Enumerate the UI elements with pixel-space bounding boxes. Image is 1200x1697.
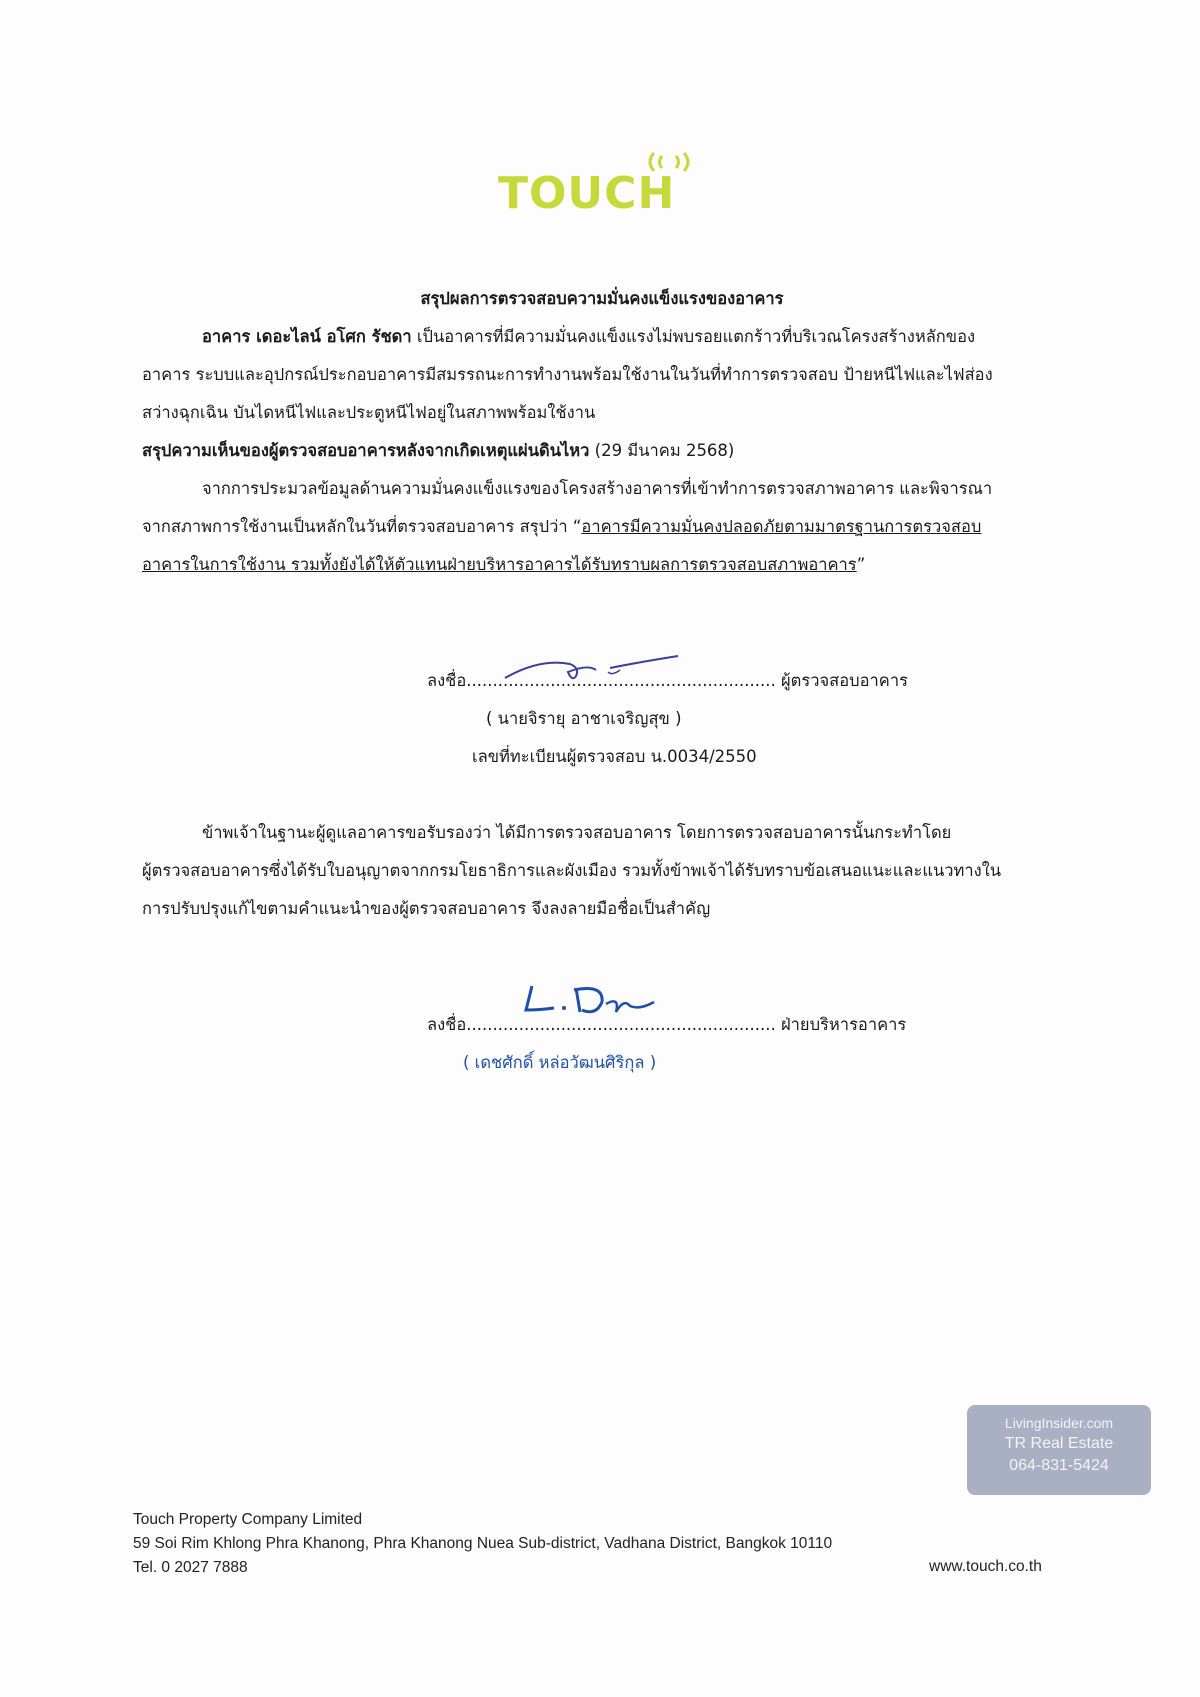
watermark-line-2: 064-831-5424 [1009, 1457, 1109, 1474]
opinion-paragraph-line-1: จากการประมวลข้อมูลด้านความมั่นคงแข็งแรงของโครงสร้างอาคารที่เข้าทำการตรวจสภาพอาคาร และพิจารณา [202, 479, 993, 498]
manager-signature-line: ลงชื่อ........................................................... ฝ่ายบริหารอาคาร [427, 1015, 907, 1034]
manager-name: ( เดชศักดิ์ หล่อวัฒนศิริกุล ) [463, 1053, 657, 1072]
footer-tel: Tel. 0 2027 7888 [133, 1559, 248, 1576]
signal-waves-icon [624, 150, 714, 174]
footer-website[interactable]: www.touch.co.th [929, 1558, 1042, 1575]
watermark-line-1: TR Real Estate [1004, 1435, 1114, 1452]
summary-paragraph-line-1: อาคาร เดอะไลน์ อโศก รัชดา เป็นอาคารที่มีความมั่นคงแข็งแรงไม่พบรอยแตกร้าวที่บริเวณโครงสร้างหลักของ [202, 327, 976, 346]
certification-line-3: การปรับปรุงแก้ไขตามคำแนะนำของผู้ตรวจสอบอาคาร จึงลงลายมือชื่อเป็นสำคัญ [142, 899, 711, 918]
opinion-paragraph-line-3: อาคารในการใช้งาน รวมทั้งยังได้ให้ตัวแทนฝ่ายบริหารอาคารได้รับทราบผลการตรวจสอบสภาพอาคาร” [142, 555, 866, 574]
inspector-role: ผู้ตรวจสอบอาคาร [780, 671, 908, 690]
touch-logo [498, 150, 718, 220]
summary-paragraph-line-2: อาคาร ระบบและอุปกรณ์ประกอบอาคารมีสมรรถนะการทำงานพร้อมใช้งานในวันที่ทำการตรวจสอบ ป้ายหนีไฟและไฟส่อง [142, 365, 993, 384]
building-name: อาคาร เดอะไลน์ อโศก รัชดา [202, 327, 412, 346]
inspector-signature-image [500, 650, 690, 686]
watermark-badge [967, 1405, 1151, 1495]
inspector-opinion-heading: สรุปความเห็นของผู้ตรวจสอบอาคารหลังจากเกิดเหตุแผ่นดินไหว (29 มีนาคม 2568) [142, 441, 735, 460]
logo-text: TOUCH [498, 168, 676, 219]
footer-company: Touch Property Company Limited [133, 1511, 363, 1528]
opinion-paragraph-line-2: จากสภาพการใช้งานเป็นหลักในวันที่ตรวจสอบอาคาร สรุปว่า “อาคารมีความมั่นคงปลอดภัยตามมาตรฐานการตรวจสอบ [142, 517, 982, 536]
inspector-registration: เลขที่ทะเบียนผู้ตรวจสอบ น.0034/2550 [472, 747, 757, 766]
inspector-name: ( นายจิรายุ อาชาเจริญสุข ) [486, 709, 682, 728]
certification-line-1: ข้าพเจ้าในฐานะผู้ดูแลอาคารขอรับรองว่า ได้มีการตรวจสอบอาคาร โดยการตรวจสอบอาคารนั้นกระทำโดย [202, 823, 952, 842]
manager-role: ฝ่ายบริหารอาคาร [780, 1015, 907, 1034]
summary-paragraph-line-3: สว่างฉุกเฉิน บันไดหนีไฟและประตูหนีไฟอยู่ในสภาพพร้อมใช้งาน [142, 403, 596, 422]
inspector-signature-line: ลงชื่อ........................................................... ผู้ตรวจสอบอาคาร [427, 671, 908, 690]
footer-address: 59 Soi Rim Khlong Phra Khanong, Phra Khanong Nuea Sub-district, Vadhana District, Bangkok 10110 [133, 1535, 833, 1552]
certification-line-2: ผู้ตรวจสอบอาคารซึ่งได้รับใบอนุญาตจากกรมโยธาธิการและผังเมือง รวมทั้งข้าพเจ้าได้รับทราบข้อเสนอแนะและแนวทางใน [142, 861, 1002, 880]
document-title: สรุปผลการตรวจสอบความมั่นคงแข็งแรงของอาคาร [420, 289, 784, 308]
watermark-brand: LivingInsider.com [1004, 1415, 1114, 1431]
